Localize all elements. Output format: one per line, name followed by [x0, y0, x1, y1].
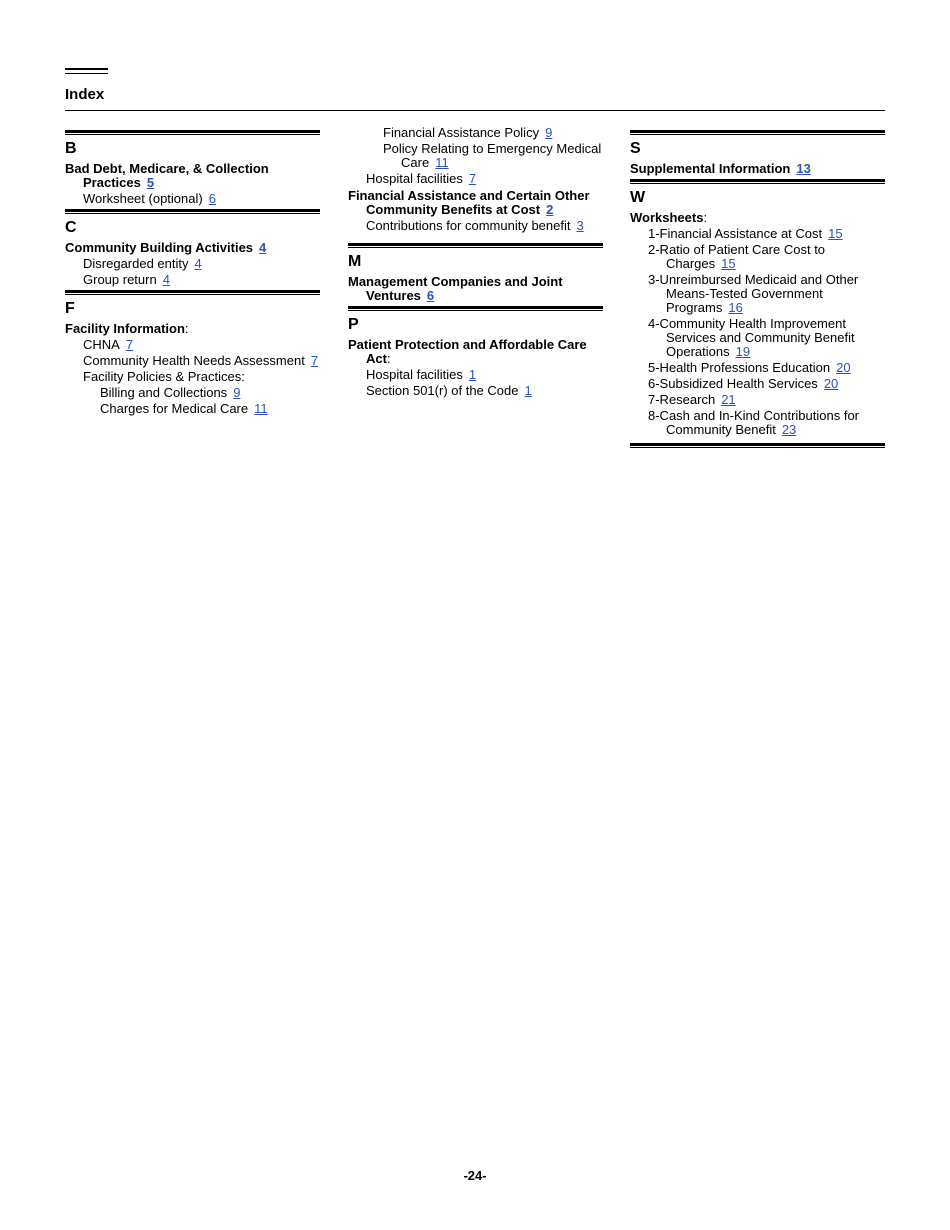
title-divider — [65, 110, 885, 111]
page-link[interactable]: 16 — [728, 300, 743, 315]
section-letter-c: C — [65, 219, 77, 236]
index-subentry — [630, 393, 885, 407]
entry-label: Hospital facilities — [366, 367, 463, 382]
header-rule-short — [65, 68, 108, 74]
section-divider — [65, 290, 320, 295]
page-link[interactable]: 11 — [254, 401, 268, 416]
section-divider — [348, 306, 603, 311]
page-link[interactable]: 15 — [828, 226, 843, 241]
index-column-3 — [630, 130, 885, 448]
index-subentry — [65, 192, 320, 206]
entry-label: Policy Relating to Emergency Medical Care — [383, 141, 602, 170]
page-link[interactable]: 2 — [546, 202, 554, 217]
entry-label: Patient Protection and Affordable Care Act — [348, 337, 587, 366]
index-entry — [65, 322, 320, 336]
index-subentry — [65, 257, 320, 271]
entry-label: Group return — [83, 272, 157, 287]
section-letter-s: S — [630, 140, 641, 157]
section-divider — [65, 130, 320, 135]
entry-label: Billing and Collections — [100, 385, 228, 400]
index-entry — [348, 189, 603, 217]
entry-label: 6-Subsidized Health Services — [648, 376, 818, 391]
index-subentry — [65, 370, 320, 384]
entry-suffix: : — [184, 321, 189, 336]
page-link[interactable]: 21 — [721, 392, 736, 407]
index-subentry — [630, 317, 885, 359]
page-link[interactable]: 7 — [468, 171, 477, 186]
index-subsubentry — [65, 386, 320, 400]
page-link[interactable]: 3 — [576, 218, 584, 233]
page-link[interactable]: 6 — [208, 191, 216, 206]
page-link[interactable]: 9 — [233, 385, 241, 400]
index-subsubentry — [348, 142, 603, 170]
page-link[interactable]: 23 — [781, 422, 797, 437]
index-subentry — [630, 227, 885, 241]
section-divider — [630, 130, 885, 135]
index-subsubentry — [65, 402, 320, 416]
index-entry — [630, 211, 885, 225]
page-link[interactable]: 13 — [796, 161, 811, 176]
page-link[interactable]: 9 — [545, 125, 553, 140]
index-subentry — [65, 273, 320, 287]
page-link[interactable]: 1 — [468, 367, 477, 382]
section-divider — [630, 179, 885, 184]
entry-label: 3-Unreimbursed Medicaid and Other Means-Tested Government Programs — [648, 272, 859, 315]
entry-label: 8-Cash and In-Kind Contributions for Community Benefit — [648, 408, 860, 437]
index-subsubentry — [348, 126, 603, 140]
entry-label: 1-Financial Assistance at Cost — [648, 226, 823, 241]
page-link[interactable]: 15 — [721, 256, 736, 271]
index-subentry — [630, 377, 885, 391]
index-subentry — [630, 409, 885, 437]
page-link[interactable]: 7 — [310, 353, 319, 368]
page-link[interactable]: 7 — [125, 337, 134, 352]
section-letter-b: B — [65, 140, 77, 157]
entry-label: Community Building Activities — [65, 240, 254, 255]
entry-label: Bad Debt, Medicare, & Collection Practices — [65, 161, 269, 190]
index-subentry — [348, 368, 603, 382]
index-subentry — [348, 384, 603, 398]
section-letter-f: F — [65, 300, 75, 317]
entry-label: Worksheets — [630, 210, 704, 225]
entry-label: Section 501(r) of the Code — [366, 383, 519, 398]
index-entry — [348, 338, 603, 366]
index-subentry — [630, 361, 885, 375]
entry-label: 5-Health Professions Education — [648, 360, 831, 375]
index-subentry — [348, 172, 603, 186]
index-column-1 — [65, 130, 320, 416]
entry-label: Community Health Needs Assessment — [83, 353, 305, 368]
section-divider — [65, 209, 320, 214]
page-number: -24- — [463, 1168, 487, 1183]
entry-label: Financial Assistance Policy — [383, 125, 540, 140]
index-column-2 — [348, 126, 603, 398]
section-letter-p: P — [348, 316, 359, 333]
page-link[interactable]: 20 — [836, 360, 851, 375]
entry-label: Financial Assistance and Certain Other Community Benefits at Cost — [348, 188, 590, 217]
index-entry — [348, 275, 603, 303]
index-entry — [630, 162, 885, 176]
page-link[interactable]: 20 — [823, 376, 839, 391]
entry-label: 4-Community Health Improvement Services and Community Benefit Operations — [648, 316, 855, 359]
page-link[interactable]: 19 — [735, 344, 751, 359]
entry-label: Disregarded entity — [83, 256, 189, 271]
index-subentry — [630, 243, 885, 271]
page-link[interactable]: 6 — [426, 288, 435, 303]
page-link[interactable]: 4 — [194, 256, 202, 271]
page-link[interactable]: 5 — [146, 175, 155, 190]
entry-label: Contributions for community benefit — [366, 218, 571, 233]
entry-label: 2-Ratio of Patient Care Cost to Charges — [648, 242, 826, 271]
entry-suffix: : — [386, 351, 391, 366]
index-subentry — [630, 273, 885, 315]
entry-label: CHNA — [83, 337, 120, 352]
page-link[interactable]: 11 — [435, 155, 449, 170]
entry-label: Charges for Medical Care — [100, 401, 249, 416]
entry-label: Facility Information — [65, 321, 185, 336]
page-link[interactable]: 1 — [524, 383, 532, 398]
page-link[interactable]: 4 — [259, 240, 267, 255]
entry-label: Worksheet (optional) — [83, 191, 203, 206]
index-subentry — [65, 338, 320, 352]
section-divider — [348, 243, 603, 248]
index-entry — [65, 162, 320, 190]
page-link[interactable]: 4 — [162, 272, 170, 287]
entry-label: Management Companies and Joint Ventures — [348, 274, 563, 303]
page-title: Index — [65, 86, 105, 103]
index-subentry — [348, 219, 603, 233]
index-subentry — [65, 354, 320, 368]
section-divider — [630, 443, 885, 448]
entry-label: Facility Policies & Practices: — [83, 369, 245, 384]
entry-label: Supplemental Information — [630, 161, 791, 176]
entry-suffix: : — [703, 210, 708, 225]
entry-label: 7-Research — [648, 392, 716, 407]
index-entry — [65, 241, 320, 255]
section-letter-w: W — [630, 189, 646, 206]
section-letter-m: M — [348, 253, 362, 270]
entry-label: Hospital facilities — [366, 171, 463, 186]
